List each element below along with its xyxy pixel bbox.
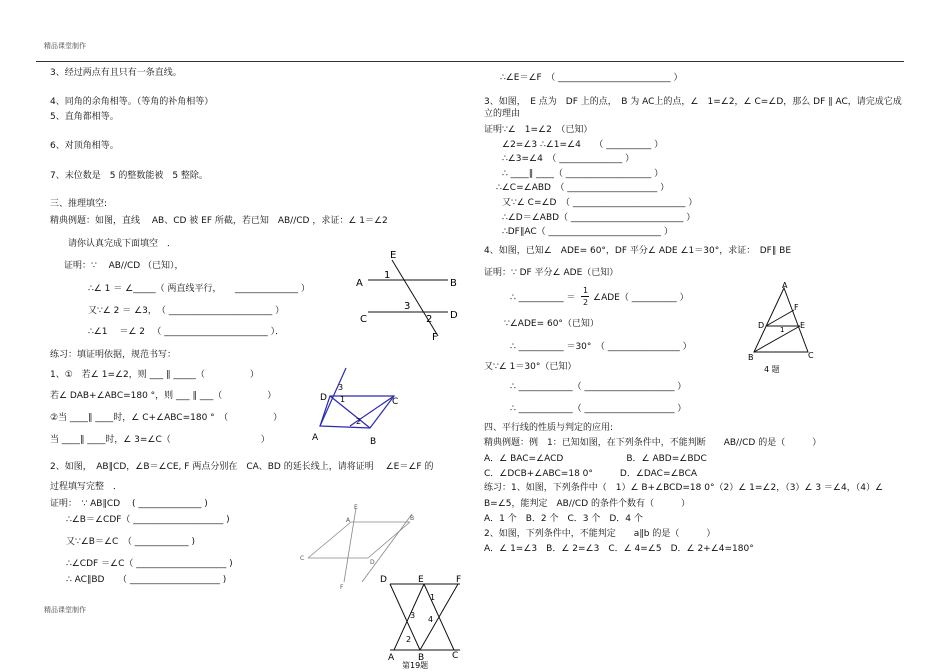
practice-4-2-options: A．∠ 1=∠3 B．∠ 2=∠3 C．∠ 4=∠5 D．∠ 2+∠4=180°: [484, 544, 754, 554]
q4-proof-4: ∴ __________ ＝30° （ ________________ ）: [510, 342, 692, 352]
proof-line-4: ∴∠1 ＝∠ 2 （ _______________________ ）．: [88, 327, 285, 337]
practice-4-1-line-1: 练习：1、如图，下列条件中（ 1）∠ B+∠BCD=18 0°（2）∠ 1=∠2，（3）∠ 3 ＝∠4，（4）∠: [484, 483, 884, 493]
example-4-options-ab: A．∠ BAC=∠ACD B．∠ ABD=∠BDC: [484, 454, 707, 464]
fig2-angle-3: 3: [338, 383, 344, 392]
q3-proof-8: ∴DF∥AC（ _________________________ ）: [502, 227, 673, 237]
fact-7: 7、末位数是 5 的整数能被 5 整除。: [50, 171, 208, 181]
practice-1b: 若∠ DAB+∠ABC=180 °，则 ___ ∥ ___（ ）: [50, 391, 277, 401]
r-conclusion: ∴∠E＝∠F （ _________________________ ）: [500, 73, 683, 83]
fig1-label-f: F: [432, 332, 438, 343]
question-3-line-2: 立的理由: [484, 109, 521, 119]
fig3-label-a: A: [346, 517, 351, 524]
fig5-angle-1: 1: [430, 593, 436, 602]
proof-line-3: 又∵∠ 2 ＝ ∠3， （ _______________________ ）: [88, 306, 285, 316]
fig3-label-e: E: [354, 504, 358, 511]
example-4-options-cd: C．∠DCB+∠ABC=18 0° D．∠DAC=∠BCA: [484, 469, 698, 479]
fact-3: 3、经过两点有且只有一条直线。: [50, 68, 182, 78]
practice-1c: ②当 ____∥ ____时，∠ C+∠ABC=180 ° （ ）: [50, 413, 283, 423]
q4-proof-7: ∴ ____________（ ____________________ ）: [510, 404, 687, 414]
q3-proof-2: ∠2=∠3 ∴∠1=∠4 （ __________ ）: [502, 140, 664, 150]
fig5-label-d: D: [380, 575, 387, 585]
proof-line-2: ∴∠ 1 ＝ ∠_____（ 两直线平行， ______________ ）: [88, 284, 310, 294]
q4-proof-5: 又∵∠ 1＝30°（已知）: [484, 362, 577, 372]
q3-proof-6: 又∵∠ C=∠D （ _________________________ ）: [502, 198, 698, 208]
fig2-label-a: A: [312, 433, 319, 443]
fig4-caption: 4 题: [764, 365, 780, 374]
q4-proof-3: ∵∠ADE= 60°（已知）: [504, 319, 599, 329]
page-footer: 精品课堂制作: [44, 606, 86, 614]
fig5-label-c: C: [452, 651, 459, 661]
question-4-line: 4、如图，已知∠ ADE= 60°，DF 平分∠ ADE ∠1＝30°，求证： DF∥ BE: [484, 246, 792, 256]
fig5-label-b: B: [418, 653, 425, 663]
figure-parallel-crossing: [372, 570, 472, 670]
fig3-label-c: C: [300, 555, 305, 562]
q3-proof-5: ∴∠C=∠ABD （ ____________________ ）: [496, 183, 670, 193]
fig3-label-d: D: [370, 559, 375, 566]
fig4-label-e: E: [800, 321, 806, 330]
question-2-line-2: 过程填写完整 ．: [50, 482, 123, 492]
fig4-label-c: C: [808, 351, 814, 360]
fact-4: 4、同角的余角相等。（等角的补角相等）: [50, 97, 214, 107]
q4-proof-1: 证明：∵ DF 平分∠ ADE（已知）: [484, 268, 619, 278]
fig2-angle-1: 1: [340, 395, 346, 404]
example-intro: 精典例题：如图，直线 AB、CD 被 EF 所截，若已知 AB//CD ，求证：∠ 1＝∠2: [50, 216, 388, 226]
example-prompt: 请你认真完成下面填空 ．: [68, 239, 177, 249]
fig1-label-b: B: [450, 278, 457, 289]
fig5-label-f: F: [456, 575, 462, 585]
fig2-label-b: B: [370, 437, 377, 447]
question-2-proof-4: ∴∠CDF ＝∠C（ ____________________ ): [66, 559, 233, 569]
fig4-label-b: B: [748, 353, 754, 362]
fig5-angle-2: 2: [406, 635, 412, 644]
fraction-bar: [581, 296, 589, 297]
fig2-label-c: C: [392, 397, 399, 407]
q3-proof-7: ∴∠D＝∠ABD（ _________________________ ）: [502, 213, 696, 223]
practice-4-2-line: 2、如图，下列条件中，不能判定 a∥b 的是（ ）: [484, 529, 716, 539]
fact-6: 6、对顶角相等。: [50, 141, 119, 151]
question-2-proof-3: 又∵∠B＝∠C （ ____________ ): [66, 537, 196, 547]
fig5-angle-3: 3: [410, 611, 416, 620]
question-2-proof-2: ∴∠B＝∠CDF（ ____________________ ): [66, 515, 230, 525]
fig4-label-d: D: [758, 321, 765, 330]
fig1-label-c: C: [360, 314, 367, 325]
q4-proof-2b: ∠ADE（ __________ ）: [593, 293, 689, 303]
fig2-label-d: D: [320, 393, 327, 403]
fraction-denominator: 2: [583, 298, 589, 307]
fig1-angle-1: 1: [384, 270, 391, 281]
question-2-proof-1: 证明： ∵ AB∥CD ( ______________ ): [50, 499, 208, 509]
q3-proof-3: ∴∠3=∠4 （ ______________ ）: [502, 154, 635, 164]
fig1-label-d: D: [450, 310, 458, 321]
fig2-angle-2: 2: [356, 417, 362, 426]
fig3-label-f: F: [340, 584, 344, 590]
fig5-label-a: A: [388, 653, 395, 663]
fig4-angle-1: 1: [780, 326, 785, 334]
header-rule: [36, 61, 904, 62]
fig4-label-a: A: [782, 281, 788, 290]
fraction-numerator: 1: [583, 286, 589, 295]
section-4-heading: 四、平行线的性质与判定的应用:: [484, 423, 614, 433]
question-2-proof-5: ∴ AC∥BD （ ____________________ ): [66, 575, 227, 585]
fig4-label-f: F: [794, 303, 799, 312]
figure-triangle-bisector: [742, 280, 832, 380]
fig1-angle-3: 3: [404, 301, 411, 312]
fig5-caption: 第19题: [402, 661, 429, 670]
figure-parallel-lines-transversal: [350, 244, 470, 344]
practice-4-1-line-2: B=∠5，能判定 AB//CD 的条件个数有（ ）: [484, 499, 690, 509]
proof-line-1: 证明：∵ AB//CD （已知），: [64, 261, 184, 271]
section-3-heading: 三、推理填空:: [50, 199, 108, 209]
fig5-label-e: E: [418, 575, 424, 585]
fig1-label-e: E: [390, 250, 397, 261]
practice-4-1-options: A．1 个 B．2 个 C．3 个 D．4 个: [484, 514, 643, 524]
q4-proof-6: ∴ ____________（ ____________________ ）: [510, 382, 687, 392]
practice-1a: 1、① 若∠ 1=∠2，则 ___ ∥ _____（ ）: [50, 370, 259, 380]
q3-proof-4: ∴ ____∥ ____（ ___________________ ）: [502, 169, 664, 179]
fig5-angle-4: 4: [428, 615, 434, 624]
figure-quadrilateral: [308, 360, 408, 450]
fact-5: 5、直角都相等。: [50, 112, 119, 122]
fig1-angle-2: 2: [426, 314, 433, 325]
q4-proof-2a: ∴ __________ ＝: [510, 293, 576, 303]
practice-1d: 当 ____∥ ____时，∠ 3=∠C（ ）: [50, 435, 270, 445]
q3-proof-1: 证明∵∠ 1=∠2 （已知）: [484, 125, 593, 135]
question-3-line-1: 3、如图， E 点为 DF 上的点， B 为 AC上的点，∠ 1=∠2，∠ C=∠D，那么 DF ∥ AC，请完成它成: [484, 97, 902, 107]
practice-heading: 练习：填证明依据，规范书写：: [50, 350, 177, 360]
example-4-intro: 精典例题：例 1：已知如图，在下列条件中，不能判断 AB//CD 的是（ ）: [484, 438, 822, 448]
fig3-label-b: B: [410, 515, 415, 522]
fig1-label-a: A: [356, 278, 363, 289]
question-2-line-1: 2、如图， AB∥CD，∠B＝∠CE, F 两点分别在 CA、BD 的延长线上，请将证明 ∠E＝∠F 的: [50, 462, 434, 472]
page-header: 精品课堂制作: [44, 42, 86, 50]
